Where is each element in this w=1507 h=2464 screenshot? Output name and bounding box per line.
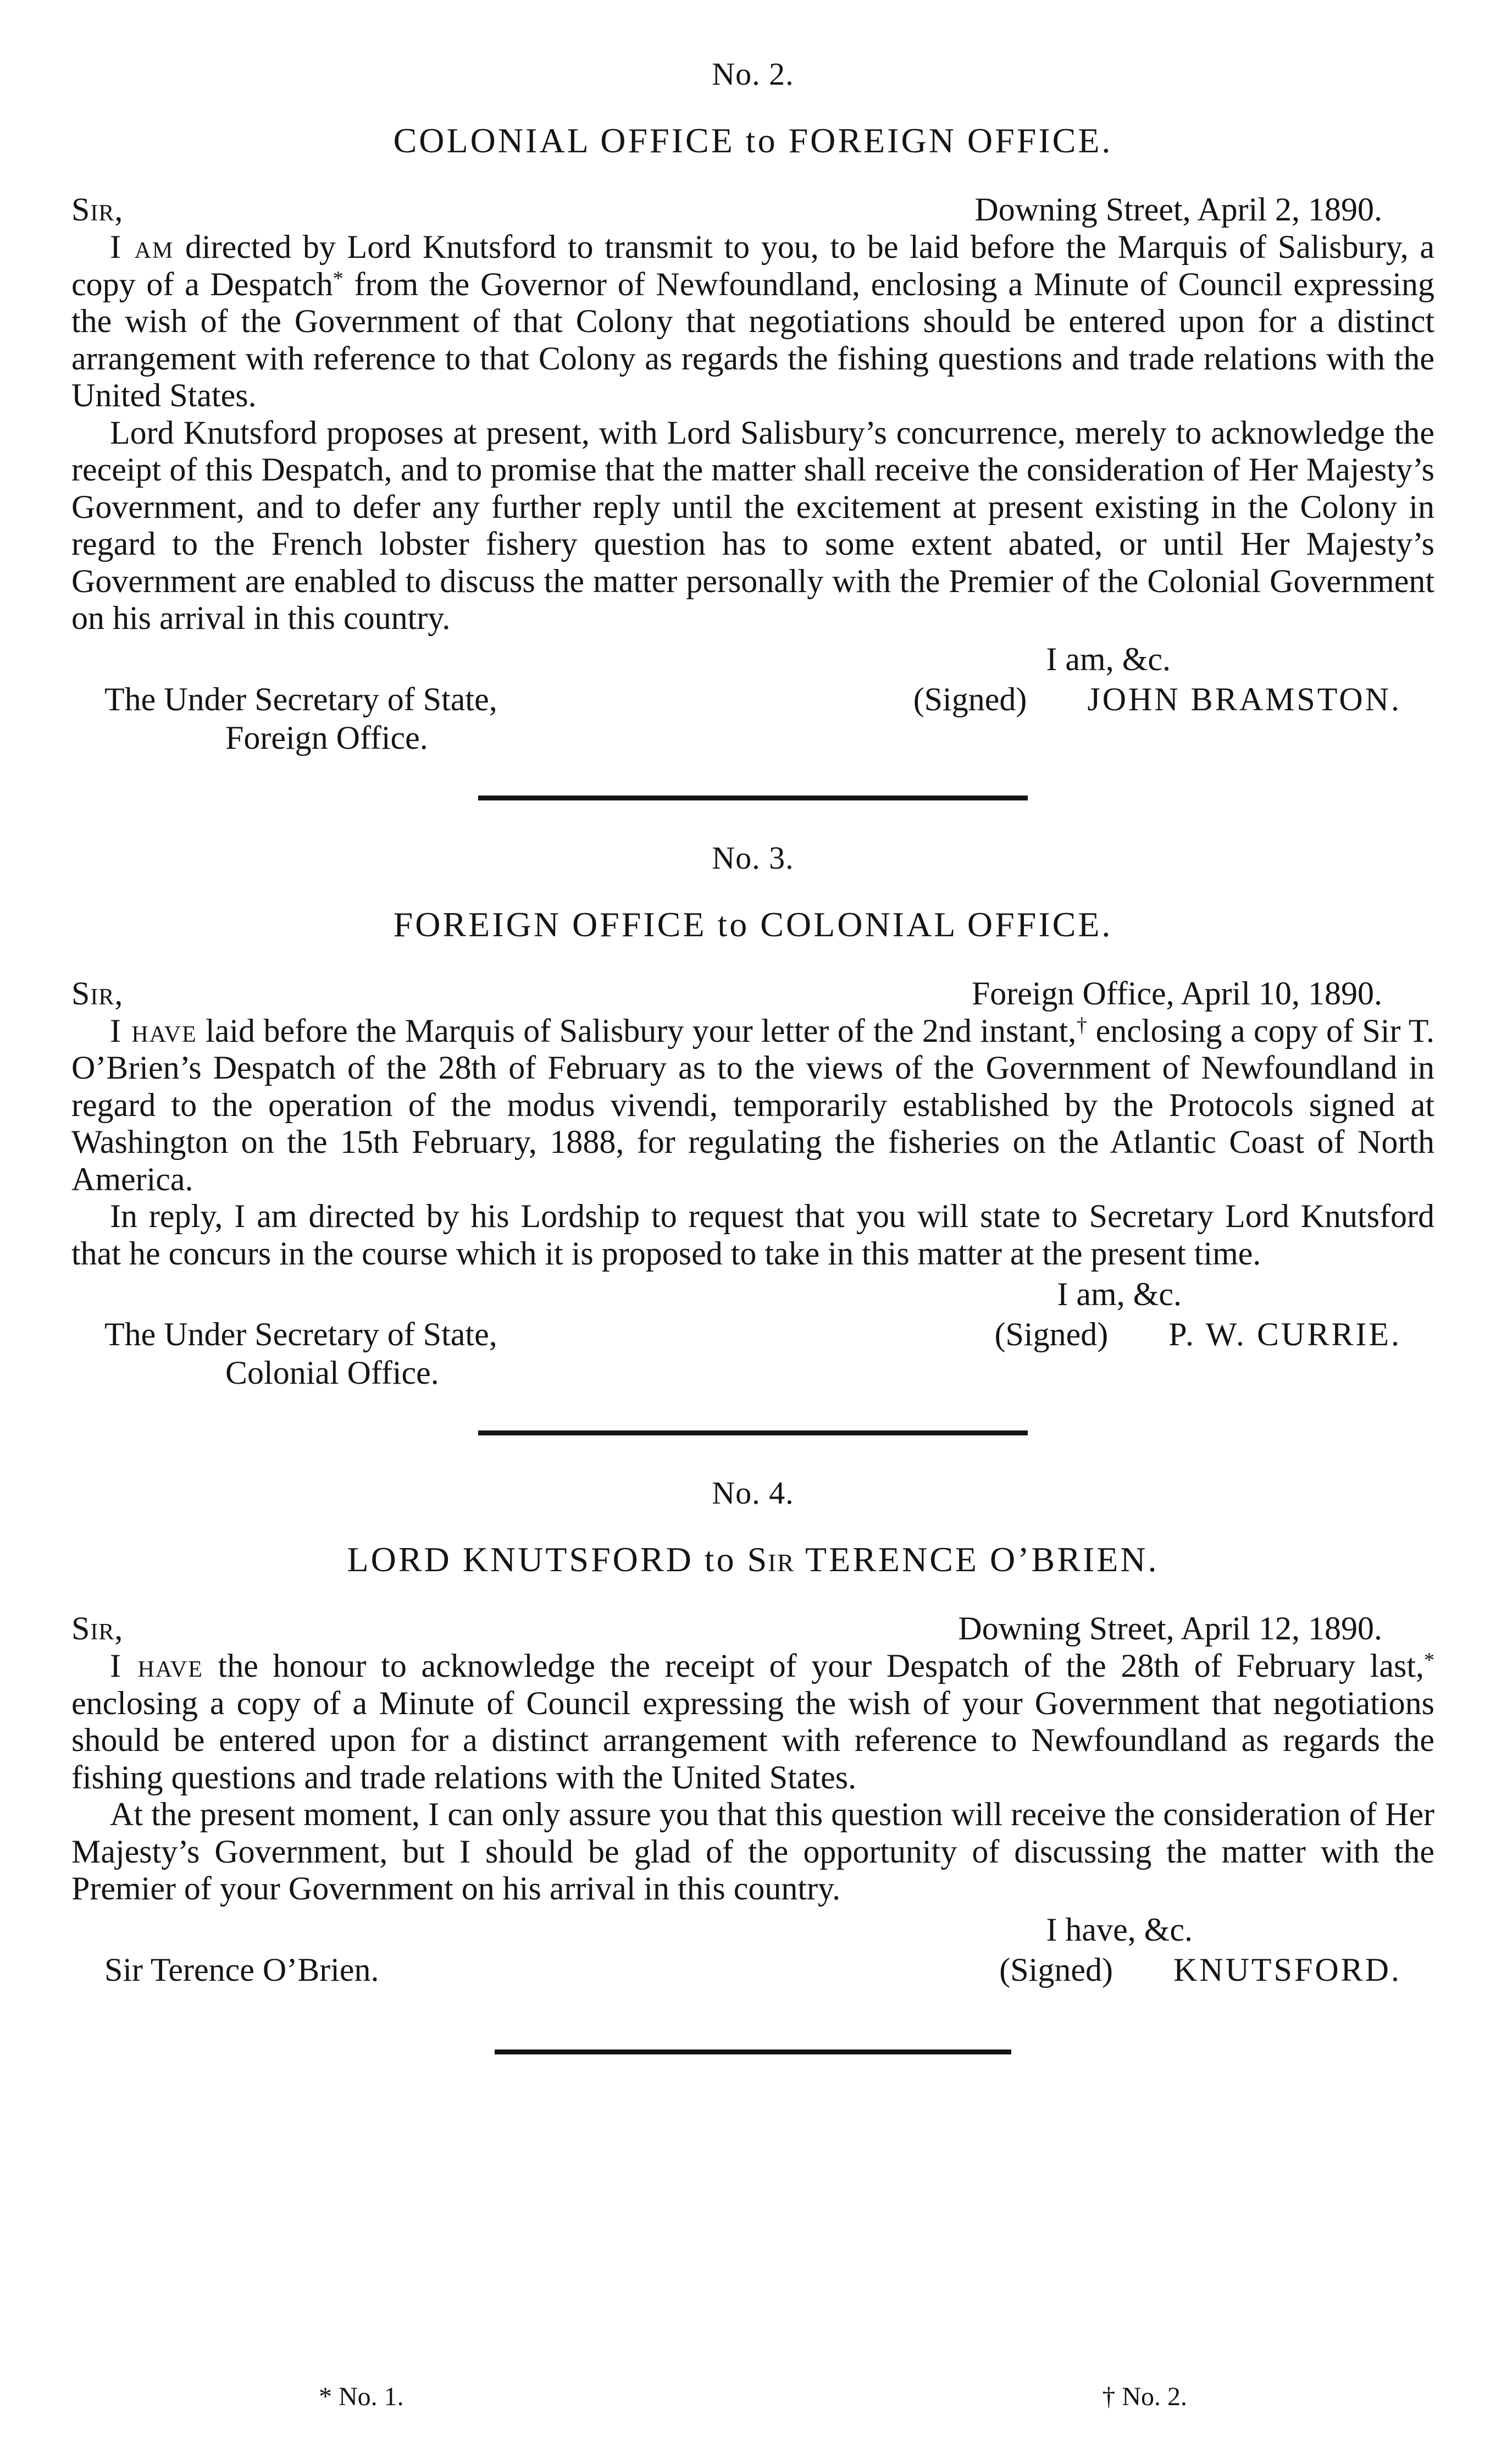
- footnote: * No. 1.: [319, 2382, 404, 2411]
- salutation-line: [71, 974, 1434, 1013]
- signed-label: (Signed): [913, 681, 1027, 717]
- footnote-mark: *: [1424, 1649, 1434, 1672]
- entry-heading: FOREIGN OFFICE to COLONIAL OFFICE.: [393, 904, 1113, 944]
- document-entry-no-4: [71, 1474, 1434, 1989]
- salutation-line: [71, 1609, 1434, 1648]
- document-entry-no-2: [71, 55, 1434, 757]
- signed-label: (Signed): [994, 1316, 1109, 1352]
- place-date: Foreign Office, April 10, 1890.: [971, 975, 1382, 1012]
- body-paragraph: At the present moment, I can only assure you that this question will receive the consideration of Her Majesty’s Government, but I should be glad of the opportunity of discussing the matter with the Premier of your Government on his arrival in this country.: [71, 1796, 1434, 1907]
- signature-row: [71, 680, 1434, 719]
- footnotes: [319, 2380, 1187, 2413]
- body-paragraph: I have laid before the Marquis of Salisbury your letter of the 2nd instant,† enclosing a copy of Sir T. O’Brien’s Despatch of the 28th of February as to the views of the Government of Newfoundland in regard to the operation of the modus vivendi, temporarily established by the Protocols signed at Washington on the 15th February, 1888, for regulating the fisheries on the Atlantic Coast of North America.: [71, 1012, 1435, 1197]
- signer-name: P. W. CURRIE.: [1168, 1316, 1401, 1352]
- entry-heading: COLONIAL OFFICE to FOREIGN OFFICE.: [393, 121, 1113, 160]
- signature-row: [71, 1951, 1434, 1989]
- footnote-mark: *: [333, 267, 343, 290]
- addressee-office: Colonial Office.: [225, 1355, 439, 1391]
- section-divider: [478, 795, 1028, 800]
- entry-number: No. 2.: [712, 56, 794, 92]
- body-paragraph: I have the honour to acknowledge the receipt of your Despatch of the 28th of February last,* enclosing a copy of a Minute of Council expressing the wish of your Government that negotiations should be entered upon for a distinct arrangement with reference to Newfoundland as regards the fishing questions and trade relations with the United States.: [71, 1648, 1434, 1795]
- document-entry-no-3: [71, 839, 1434, 1393]
- signature-row: [71, 1315, 1434, 1353]
- addressee: The Under Secretary of State,: [104, 681, 497, 717]
- salutation: Sir,: [71, 975, 124, 1012]
- entry-number: No. 3.: [712, 839, 794, 876]
- section-divider: [495, 2049, 1011, 2054]
- salutation-line: [71, 190, 1434, 229]
- body-paragraph: I am directed by Lord Knutsford to transmit to you, to be laid before the Marquis of Salisbury, a copy of a Despatch* from the Governor of Newfoundland, enclosing a Minute of Council expressing the wish of the Government of that Colony that negotiations should be entered upon for a distinct arrangement with reference to that Colony as regards the fishing questions and trade relations with the United States.: [71, 229, 1435, 413]
- signer-name: JOHN BRAMSTON.: [1087, 681, 1401, 717]
- place-date: Downing Street, April 2, 1890.: [974, 191, 1382, 228]
- section-divider: [478, 1430, 1028, 1435]
- signer-name: KNUTSFORD.: [1173, 1951, 1401, 1988]
- entry-heading: LORD KNUTSFORD to Sir TERENCE O’BRIEN.: [347, 1540, 1159, 1579]
- salutation: Sir,: [71, 1610, 124, 1647]
- footnote-mark: †: [1076, 1013, 1088, 1037]
- addressee: The Under Secretary of State,: [104, 1316, 497, 1352]
- addressee-office: Foreign Office.: [225, 719, 428, 756]
- closing: I am, &c.: [1046, 640, 1171, 677]
- salutation: Sir,: [71, 191, 124, 228]
- signed-label: (Signed): [999, 1951, 1113, 1988]
- closing: I have, &c.: [1046, 1911, 1193, 1948]
- entry-number: No. 4.: [712, 1475, 794, 1511]
- place-date: Downing Street, April 12, 1890.: [958, 1610, 1382, 1647]
- body-paragraph: In reply, I am directed by his Lordship to request that you will state to Secretary Lord Knutsford that he concurs in the course which it is proposed to take in this matter at the present time.: [71, 1198, 1434, 1272]
- closing: I am, &c.: [1057, 1276, 1182, 1312]
- document-page: [71, 55, 1434, 2093]
- footnote: † No. 2.: [1102, 2382, 1187, 2411]
- addressee: Sir Terence O’Brien.: [104, 1951, 379, 1988]
- body-paragraph: Lord Knutsford proposes at present, with Lord Salisbury’s concurrence, merely to acknowledge the receipt of this Despatch, and to promise that the matter shall receive the consideration of Her Majesty’s Government, and to defer any further reply until the excitement at present existing in the Colony in regard to the French lobster fishery question has to some extent abated, or until Her Majesty’s Government are enabled to discuss the matter personally with the Premier of the Colonial Government on his arrival in this country.: [71, 414, 1434, 636]
